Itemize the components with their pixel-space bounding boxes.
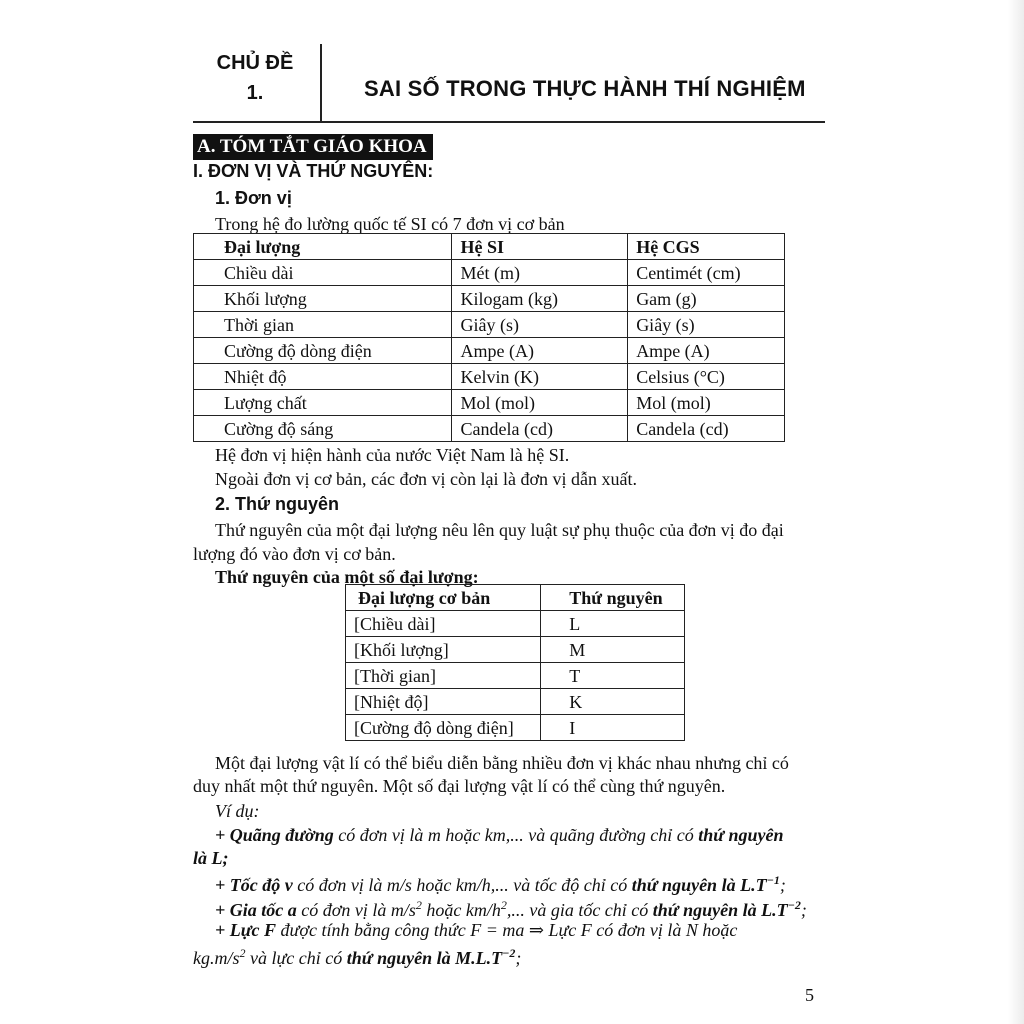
topic-label: [193, 48, 317, 122]
example-1-text: có đơn vị là m hoặc km,... và quãng đường chỉ có: [333, 825, 699, 845]
dimension-desc-line2: lượng đó vào đơn vị cơ bản.: [193, 544, 396, 564]
table-cell: Chiều dài: [194, 260, 452, 286]
dims-table: [345, 584, 685, 741]
header-divider: [320, 44, 322, 122]
table-cell: Celsius (°C): [628, 364, 785, 390]
table-cell: [Khối lượng]: [346, 637, 541, 663]
units-heading: 1. Đơn vị: [215, 188, 292, 208]
table-cell: Kilogam (kg): [452, 286, 628, 312]
table-row: [194, 312, 785, 338]
example-2-text: có đơn vị là m/s hoặc km/h,... và tốc độ chỉ có: [292, 875, 632, 895]
example-4-text: được tính bằng công thức F = ma ⇒ Lực F có đơn vị là N hoặc: [276, 920, 738, 940]
section-a-heading: A. TÓM TẮT GIÁO KHOA: [193, 134, 433, 160]
example-3-text2: hoặc km/h: [421, 900, 501, 920]
table-cell: Candela (cd): [628, 416, 785, 442]
table-row: [194, 390, 785, 416]
example-4-term: + Lực F: [215, 920, 277, 940]
dimension-heading: 2. Thứ nguyên: [215, 494, 340, 514]
multi-unit-line2: duy nhất một thứ nguyên. Một số đại lượng vật lí có thể cùng thứ nguyên.: [193, 776, 726, 796]
table-cell: I: [541, 715, 685, 741]
table-cell: Nhiệt độ: [194, 364, 452, 390]
topic-label-text: CHỦ ĐỀ: [216, 52, 294, 74]
example-3: [215, 894, 807, 921]
table-cell: Ampe (A): [452, 338, 628, 364]
table-cell: Ampe (A): [628, 338, 785, 364]
table-cell: [Cường độ dòng điện]: [346, 715, 541, 741]
example-3-term: + Gia tốc a: [215, 900, 297, 920]
table-cell: Thời gian: [194, 312, 452, 338]
table-row: [194, 338, 785, 364]
table-cell: Mol (mol): [452, 390, 628, 416]
example-3-end: ;: [800, 900, 807, 920]
table-cell: Lượng chất: [194, 390, 452, 416]
example-3-bold: thứ nguyên là L.T: [652, 900, 788, 920]
example-2-exp: −1: [766, 873, 780, 887]
example-4-end: ;: [515, 948, 522, 968]
dimension-desc-line1: Thứ nguyên của một đại lượng nêu lên quy luật sự phụ thuộc của đơn vị đo đại: [215, 520, 784, 540]
table-cell: Giây (s): [628, 312, 785, 338]
example-4-text2: và lực chỉ có: [245, 948, 347, 968]
example-4-unit: kg.m/s: [193, 948, 240, 968]
table-header-cell: Hệ SI: [452, 234, 628, 260]
table-cell: [Thời gian]: [346, 663, 541, 689]
table-cell: Mol (mol): [628, 390, 785, 416]
table-row: [346, 715, 685, 741]
table-row: [346, 689, 685, 715]
table-row: [194, 286, 785, 312]
multi-unit-line1: Một đại lượng vật lí có thể biểu diễn bằng nhiều đơn vị khác nhau nhưng chỉ có: [215, 753, 789, 773]
header-rule: [193, 121, 825, 123]
example-1-bold: thứ nguyên: [698, 825, 784, 845]
example-3-exp: −2: [787, 898, 801, 912]
example-3-text1: có đơn vị là m/s: [296, 900, 416, 920]
table-row: [346, 663, 685, 689]
example-1-term: + Quãng đường: [215, 825, 334, 845]
topic-number: 1.: [246, 82, 264, 104]
table-cell: Centimét (cm): [628, 260, 785, 286]
example-2: [215, 869, 786, 896]
example-4-line2: [193, 942, 521, 969]
table-cell: [Chiều dài]: [346, 611, 541, 637]
dims-table-title: Thứ nguyên của một số đại lượng:: [215, 567, 479, 587]
example-4-exp: −2: [502, 946, 516, 960]
table-cell: Giây (s): [452, 312, 628, 338]
example-3-text3: ,... và gia tốc chỉ có: [506, 900, 653, 920]
table-cell: Khối lượng: [194, 286, 452, 312]
table-header-cell: Hệ CGS: [628, 234, 785, 260]
example-1-line2: là L;: [193, 848, 229, 868]
table-cell: K: [541, 689, 685, 715]
page-edge-shadow: [1008, 0, 1024, 1024]
example-4-bold: thứ nguyên là M.L.T: [346, 948, 503, 968]
table-header-row: [346, 585, 685, 611]
table-cell: Candela (cd): [452, 416, 628, 442]
page-title: SAI SỐ TRONG THỰC HÀNH THÍ NGHIỆM: [364, 76, 806, 101]
table-row: [194, 364, 785, 390]
table-header-cell: Đại lượng cơ bản: [346, 585, 541, 611]
table-cell: L: [541, 611, 685, 637]
section-1-heading: I. ĐƠN VỊ VÀ THỨ NGUYÊN:: [193, 161, 434, 181]
units-intro: Trong hệ đo lường quốc tế SI có 7 đơn vị cơ bản: [215, 214, 565, 234]
si-paragraph: Hệ đơn vị hiện hành của nước Việt Nam là hệ SI.: [215, 445, 570, 465]
example-2-bold: thứ nguyên là L.T: [631, 875, 767, 895]
table-cell: Cường độ sáng: [194, 416, 452, 442]
table-row: [194, 260, 785, 286]
example-2-end: ;: [779, 875, 786, 895]
example-2-term: + Tốc độ v: [215, 875, 293, 895]
table-cell: Kelvin (K): [452, 364, 628, 390]
table-cell: Mét (m): [452, 260, 628, 286]
example-1: [215, 824, 784, 846]
table-cell: [Nhiệt độ]: [346, 689, 541, 715]
table-row: [194, 416, 785, 442]
table-cell: Gam (g): [628, 286, 785, 312]
units-table: [193, 233, 785, 442]
example-label: Ví dụ:: [215, 801, 260, 821]
table-header-row: [194, 234, 785, 260]
example-4-unit-sup: 2: [239, 946, 246, 960]
table-header-cell: Thứ nguyên: [541, 585, 685, 611]
table-row: [346, 637, 685, 663]
example-3-sup2: 2: [500, 898, 507, 912]
table-cell: Cường độ dòng điện: [194, 338, 452, 364]
table-cell: M: [541, 637, 685, 663]
table-row: [346, 611, 685, 637]
example-4: [215, 919, 737, 941]
derived-paragraph: Ngoài đơn vị cơ bản, các đơn vị còn lại là đơn vị dẫn xuất.: [215, 469, 637, 489]
table-header-cell: Đại lượng: [194, 234, 452, 260]
example-3-sup1: 2: [415, 898, 422, 912]
page-number: 5: [805, 985, 814, 1005]
table-cell: T: [541, 663, 685, 689]
